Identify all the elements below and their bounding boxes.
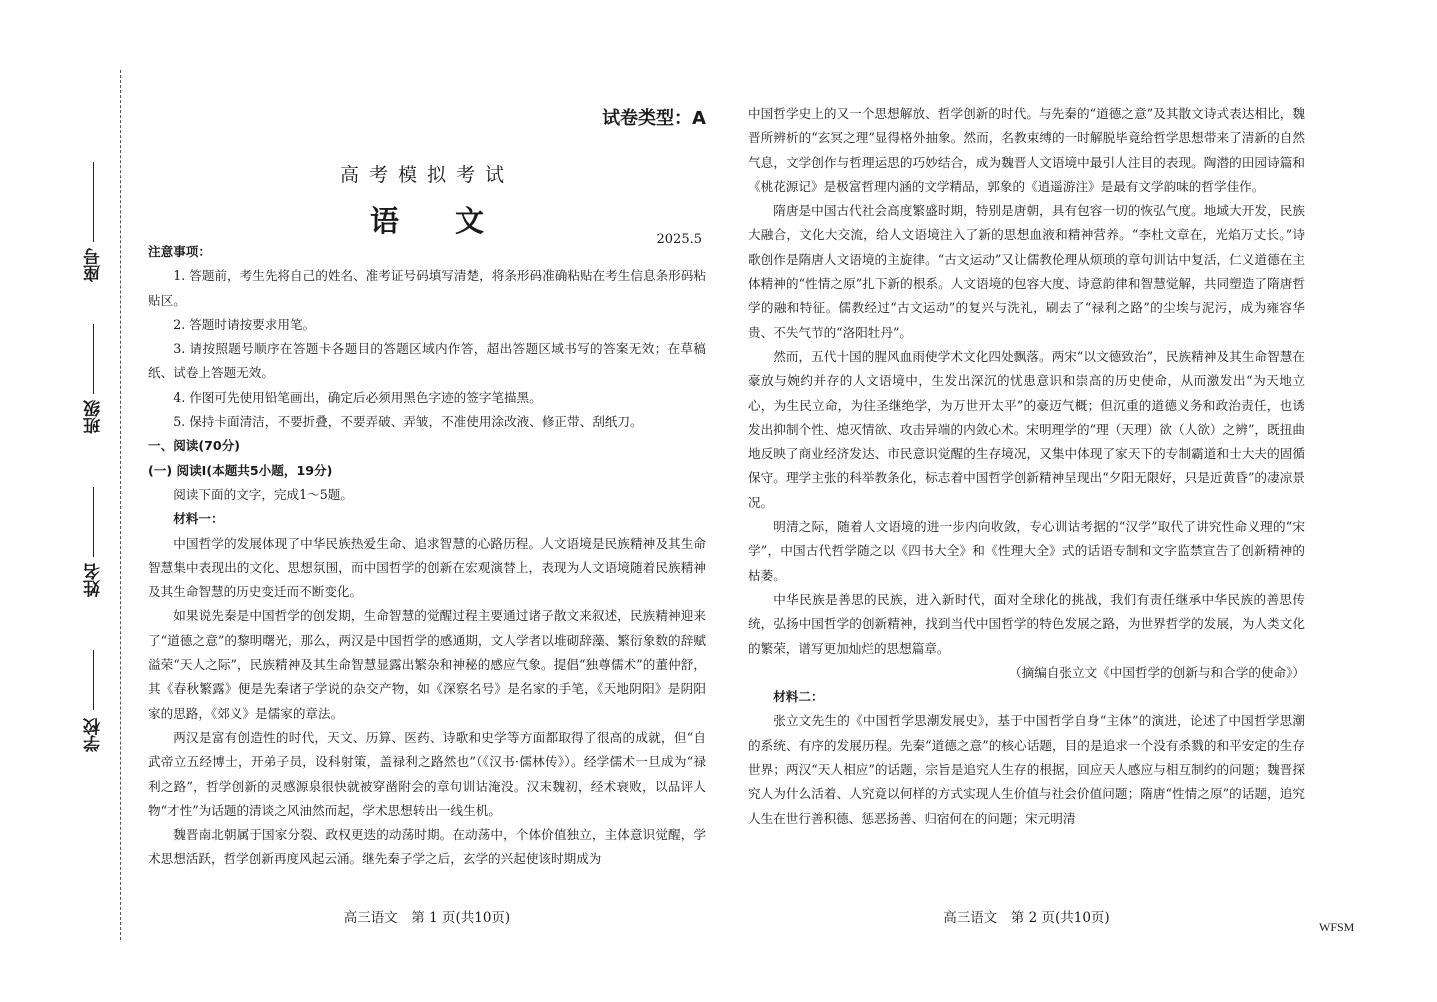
class-label: 班级 bbox=[83, 400, 104, 434]
seat-label: 座号 bbox=[83, 248, 104, 282]
section-heading: 一、阅读(70分) bbox=[148, 438, 241, 454]
subject-title: 语文 bbox=[369, 204, 540, 238]
notice-item: 1. 答题前，考生先将自己的姓名、准考证号码填写清楚，将条形码准确粘贴在考生信息条形码粘贴区。 bbox=[148, 268, 706, 308]
seat-field bbox=[76, 162, 110, 290]
material-1-paragraph: 然而，五代十国的腥风血雨使学术文化四处飘落。两宋“以文德致治”，民族精神及其生命智慧在豪放与婉约并存的人文语境中，生发出深沉的忧患意识和崇高的历史使命，从而激发出“为天地立心，为生民立命，为往圣继绝学，为万世开太平”的豪迈气概；但沉重的道德义务和政治责任，也诱发出抑制个性、熄灭情欲、攻击异端的内敛心术。宋明理学的“理（天理）欲（人欲）之辨”，既扭曲地反映了商业经济发达、市民意识觉醒的生存境况，又集中体现了家天下的专制霸道和士大夫的固循保守。理学主张的科举教条化，标志着中国哲学创新精神呈现出“夕阳无限好，只是近黄昏”的凄凉景况。 bbox=[748, 348, 1305, 510]
page-1-body bbox=[148, 240, 706, 872]
page-2-footer: 高三语文 第 2 页(共10页) bbox=[943, 910, 1110, 926]
paper-type: 试卷类型：A bbox=[602, 108, 706, 129]
material-1-label: 材料一： bbox=[173, 511, 224, 527]
material-1-paragraph: 中国哲学的发展体现了中华民族热爱生命、追求智慧的心路历程。人文语境是民族精神及其生命智慧集中表现出的文化、思想氛围，而中国哲学的创新在宏观演替上，表现为人文语境随着民族精神及其生命智慧的历史变迁而不断变化。 bbox=[148, 535, 706, 600]
name-field bbox=[76, 487, 110, 605]
name-line bbox=[93, 487, 94, 557]
material-1-paragraph: 两汉是富有创造性的时代，天文、历算、医药、诗歌和史学等方面都取得了很高的成就，但“自武帝立五经博士，开弟子员，设科射策，盖禄利之路然也”（《汉书·儒林传》）。经学儒术一旦成为“禄利之路”，哲学创新的灵感源泉很快就被穿凿附会的章句训诂淹没。汉末魏初，经术衰败，以品评人物“才性”为话题的清谈之风油然而起，学术思想转出一线生机。 bbox=[148, 729, 706, 818]
subsection-heading: (一) 阅读Ⅰ(本题共5小题，19分) bbox=[148, 462, 333, 478]
page-2-body bbox=[748, 102, 1305, 831]
material-1-paragraph: 中国哲学史上的又一个思想解放、哲学创新的时代。与先秦的“道德之意”及其散文诗式表达相比，魏晋所辨析的“玄冥之理”显得格外抽象。然而，名教束缚的一时解脱毕竟给哲学思想带来了清新的自然气息，文学创作与哲理运思的巧妙结合，成为魏晋人文语境中最引人注目的表现。陶潜的田园诗篇和《桃花源记》是极富哲理内涵的文学精品，郭象的《逍遥游注》是最有文学韵味的哲学佳作。 bbox=[748, 106, 1305, 194]
material-1-source: （摘编自张立文《中国哲学的创新与和合学的使命》） bbox=[1009, 664, 1305, 680]
class-field bbox=[76, 324, 110, 442]
seat-line bbox=[93, 162, 94, 242]
material-1-paragraph: 如果说先秦是中国哲学的创发期，生命智慧的觉醒过程主要通过诸子散文来叙述，民族精神迎来了“道德之意”的黎明曙光，那么，两汉是中国哲学的感通期，文人学者以堆砌辞藻、繁衍象数的辞赋溢荣“天人之际”，民族精神及其生命智慧显露出繁杂和神秘的感应气象。提倡“独尊儒术”的董仲舒，其《春秋繁露》便是先秦诸子学说的杂交产物，如《深察名号》是名家的手笔，《天地阴阳》是阴阳家的思路，《郊义》是儒家的章法。 bbox=[148, 608, 706, 721]
notice-item: 2. 答题时请按要求用笔。 bbox=[173, 316, 316, 332]
material-1-paragraph: 魏晋南北朝属于国家分裂、政权更迭的动荡时期。在动荡中，个体价值独立，主体意识觉醒，学术思想活跃，哲学创新再度风起云涌。继先秦子学之后，玄学的兴起使该时期成为 bbox=[148, 827, 706, 867]
school-line-wrap bbox=[76, 650, 110, 760]
material-2-paragraph: 张立文先生的《中国哲学思潮发展史》，基于中国哲学自身“主体”的演进，论述了中国哲学思潮的系统、有序的发展历程。先秦“道德之意”的核心话题，目的是追求一个没有杀戮的和平安定的生存世界；两汉“天人相应”的话题，宗旨是追究人生存的根据，回应天人感应与相互制约的问题；魏晋探究人为什么活着、人究竟以何样的方式实现人生价值与社会价值问题；隋唐“性情之原”的话题，追究人生在世行善积德、惩恶扬善、归宿何在的问题；宋元明清 bbox=[748, 713, 1305, 826]
material-2-label: 材料二： bbox=[773, 689, 824, 705]
school-line bbox=[93, 650, 94, 710]
material-1-paragraph: 明清之际，随着人文语境的进一步内向收敛，专心训诂考据的“汉学”取代了讲究性命义理的“宋学”，中国古代哲学随之以《四书大全》和《性理大全》式的话语专制和文字监禁宣告了创新精神的枯萎。 bbox=[748, 519, 1305, 583]
page-1-footer: 高三语文 第 1 页(共10页) bbox=[343, 910, 511, 926]
exam-title: 高考模拟考试 bbox=[339, 164, 514, 186]
name-label: 姓名 bbox=[83, 563, 104, 597]
notice-item: 4. 作图可先使用铅笔画出，确定后必须用黑色字迹的签字笔描黑。 bbox=[173, 389, 542, 405]
notice-heading: 注意事项： bbox=[148, 244, 211, 259]
reading-instruction: 阅读下面的文字，完成1～5题。 bbox=[173, 486, 353, 502]
exam-date: 2025.5 bbox=[656, 232, 702, 247]
notice-item: 3. 请按照题号顺序在答题卡各题目的答题区域内作答，超出答题区域书写的答案无效；在草稿纸、试卷上答题无效。 bbox=[148, 341, 706, 381]
school-label: 学校 bbox=[83, 718, 104, 752]
corner-mark: WFSM bbox=[1319, 920, 1355, 934]
notice-item: 5. 保持卡面清洁，不要折叠，不要弄破、弄皱，不准使用涂改液、修正带、刮纸刀。 bbox=[173, 414, 643, 430]
material-1-paragraph: 隋唐是中国古代社会高度繁盛时期，特别是唐朝，具有包容一切的恢弘气度。地域大开发，民族大融合，文化大交流，给人文语境注入了新的思想血液和精神营养。“李杜文章在，光焰万丈长。”诗歌创作是隋唐人文语境的主旋律。“古文运动”又让儒教伦理从烦琐的章句训诂中复活，仁义道德在主体精神的“性情之原”扎下新的根系。人文语境的包容大度、诗意韵律和智慧觉解，共同塑造了隋唐哲学的融和特征。儒教经过“古文运动”的复兴与洗礼，刷去了“禄利之路”的尘埃与泥污，成为雍容华贵、不失气节的“洛阳牡丹”。 bbox=[748, 203, 1305, 340]
class-line bbox=[93, 324, 94, 394]
material-1-paragraph: 中华民族是善思的民族，进入新时代，面对全球化的挑战，我们有责任继承中华民族的善思传统，弘扬中国哲学的创新精神，找到当代中国哲学的特色发展之路，为世界哲学的发展，为人类文化的繁荣，谱写更加灿烂的思想篇章。 bbox=[748, 591, 1305, 656]
binding-dashed-line bbox=[120, 70, 121, 940]
